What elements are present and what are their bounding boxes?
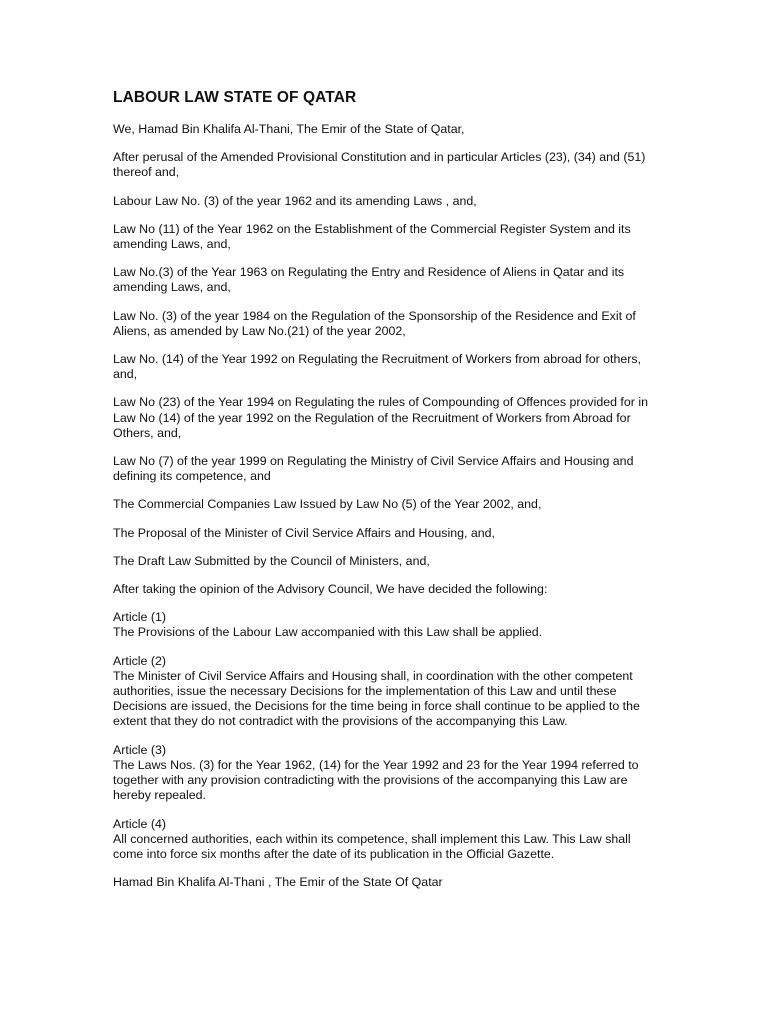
preamble-paragraph: Law No (23) of the Year 1994 on Regulating the rules of Compounding of Offences provided for in Law No (14) of the year 1992 on the Regulation of the Recruitment of Workers from Abroad for Others, and, bbox=[113, 395, 648, 440]
article-3 bbox=[113, 743, 658, 804]
preamble-paragraph: After perusal of the Amended Provisional Constitution and in particular Articles (23), (34) and (51) thereof and, bbox=[113, 150, 646, 180]
article-heading: Article (1) bbox=[113, 610, 167, 625]
article-body: The Provisions of the Labour Law accompanied with this Law shall be applied. bbox=[113, 625, 543, 640]
signature-line: Hamad Bin Khalifa Al-Thani , The Emir of the State Of Qatar bbox=[113, 875, 443, 890]
article-body: The Laws Nos. (3) for the Year 1962, (14) for the Year 1992 and 23 for the Year 1994 referred to together with any provision contradicting with the provisions of the accompanying this Law are hereby repealed. bbox=[113, 757, 639, 803]
article-heading: Article (4) bbox=[113, 816, 167, 831]
article-body: All concerned authorities, each within its competence, shall implement this Law. This Law shall come into force six months after the date of its publication in the Official Gazette. bbox=[113, 831, 631, 861]
preamble-paragraph: Law No. (3) of the year 1984 on the Regulation of the Sponsorship of the Residence and Exit of Aliens, as amended by Law No.(21) of the year 2002, bbox=[113, 308, 636, 338]
preamble-paragraph: The Commercial Companies Law Issued by Law No (5) of the Year 2002, and, bbox=[113, 497, 542, 512]
article-heading: Article (2) bbox=[113, 653, 167, 668]
preamble-paragraph: Law No.(3) of the Year 1963 on Regulating the Entry and Residence of Aliens in Qatar and its amending Laws, and, bbox=[113, 265, 625, 295]
preamble-paragraph: Law No (7) of the year 1999 on Regulating the Ministry of Civil Service Affairs and Housing and defining its competence, and bbox=[113, 454, 634, 484]
preamble-paragraph: After taking the opinion of the Advisory Council, We have decided the following: bbox=[113, 582, 548, 597]
document-title: LABOUR LAW STATE OF QATAR bbox=[113, 89, 357, 106]
preamble-paragraph: Law No (11) of the Year 1962 on the Establishment of the Commercial Register System and its amending Laws, and, bbox=[113, 221, 631, 252]
preamble-paragraph: Labour Law No. (3) of the year 1962 and its amending Laws , and, bbox=[113, 193, 477, 208]
preamble-paragraph: The Draft Law Submitted by the Council of Ministers, and, bbox=[113, 553, 430, 568]
article-1 bbox=[113, 610, 658, 640]
preamble-paragraph: We, Hamad Bin Khalifa Al-Thani, The Emir of the State of Qatar, bbox=[113, 122, 465, 136]
preamble-paragraph: Law No. (14) of the Year 1992 on Regulating the Recruitment of Workers from abroad for others, and, bbox=[113, 352, 642, 382]
document-page bbox=[113, 88, 658, 903]
preamble-paragraph: The Proposal of the Minister of Civil Service Affairs and Housing, and, bbox=[113, 525, 496, 540]
article-2 bbox=[113, 654, 658, 730]
article-4 bbox=[113, 817, 658, 863]
article-body: The Minister of Civil Service Affairs and Housing shall, in coordination with the other competent authorities, issue the necessary Decisions for the implementation of this Law and until these Decisions are issued, the Decisions for the time being in force shall continue to be applied to the extent that they do not contradict with the provisions of the accompanying this Law. bbox=[113, 668, 640, 729]
article-heading: Article (3) bbox=[113, 742, 167, 757]
